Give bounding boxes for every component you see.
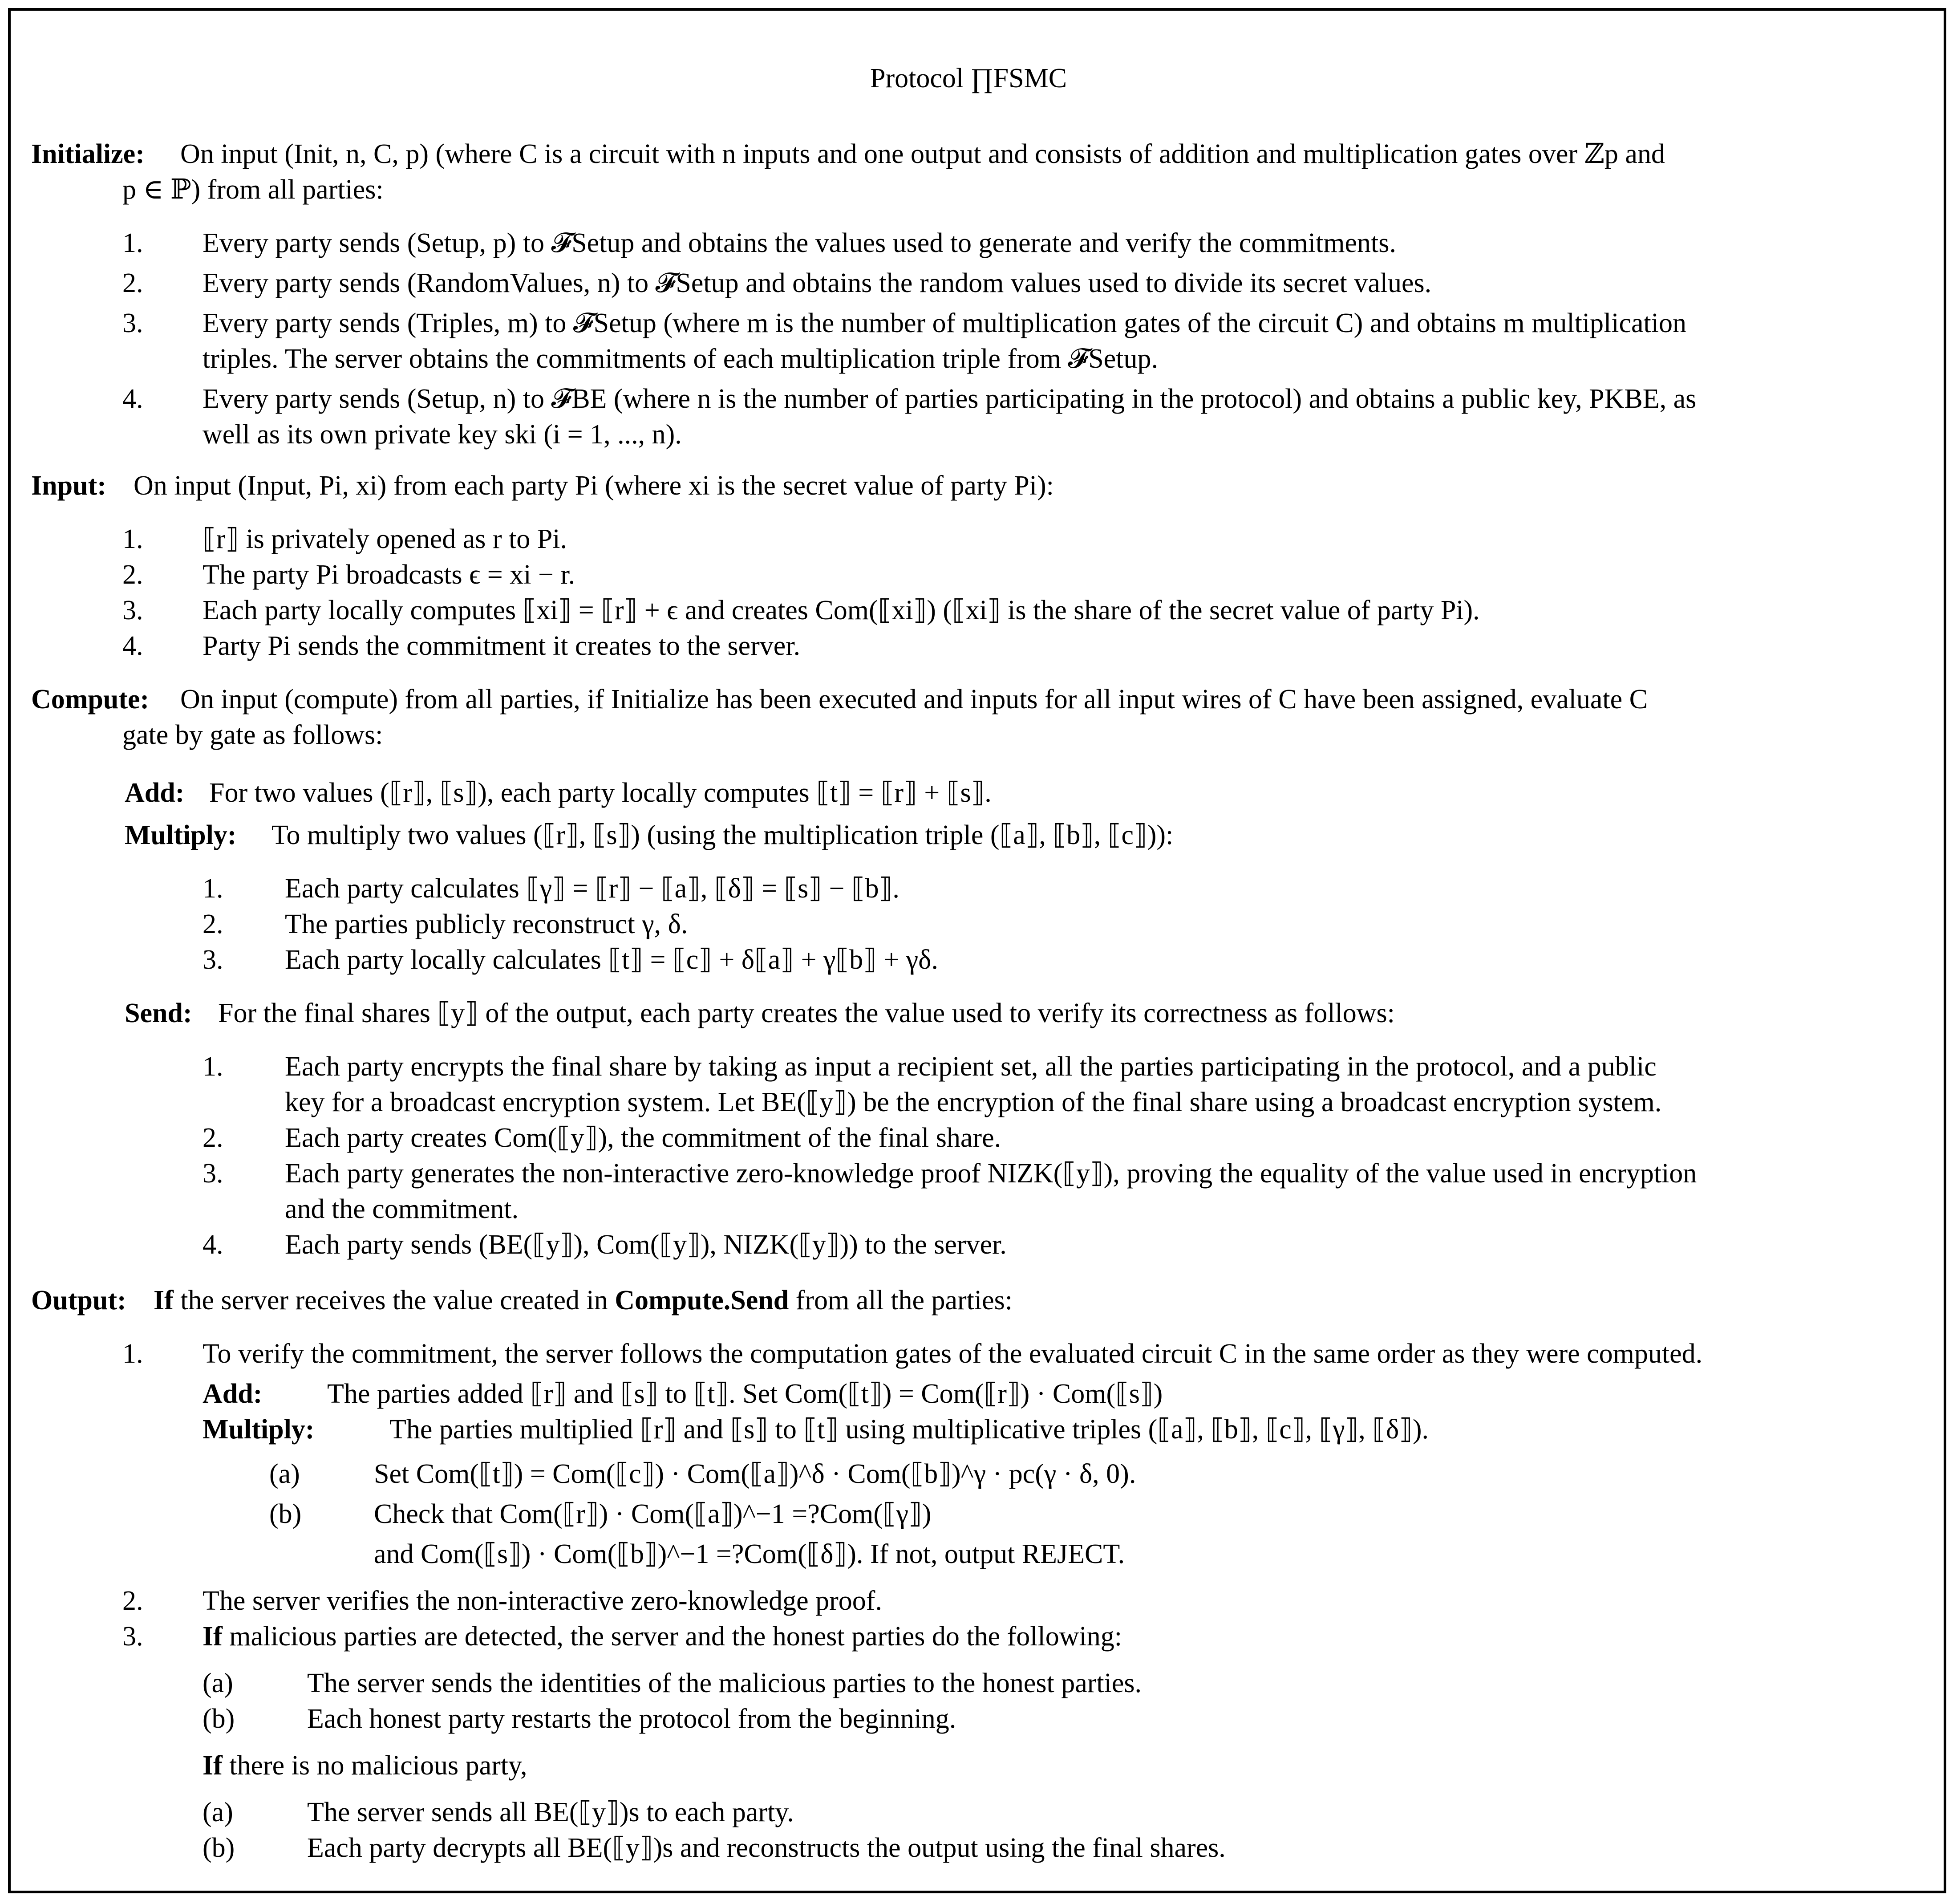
output-if: If [203,1621,223,1652]
input-item-text: Each party locally computes ⟦xi⟧ = ⟦r⟧ + ϵ and creates Com(⟦xi⟧) (⟦xi⟧ is the share of the secret value of party Pi). [203,595,1480,625]
output-sub-num: (b) [203,1833,235,1863]
output-sub-text: The server sends all BE(⟦y⟧)s to each party. [307,1797,794,1827]
send-item-text: Each party generates the non-interactive zero-knowledge proof NIZK(⟦y⟧), proving the equality of the value used in encryption [285,1158,1697,1189]
output-no-malicious [203,1750,527,1782]
output-if: If [203,1750,223,1781]
multiply-item-num: 3. [203,945,223,975]
output-sub-text-cont: and Com(⟦s⟧) · Com(⟦b⟧)^−1 =?Com(⟦δ⟧). If not, output REJECT. [374,1539,1125,1569]
output-sub-text: The server sends the identities of the malicious parties to the honest parties. [307,1668,1142,1698]
output-intro-text-b: from all the parties: [795,1285,1013,1315]
output-item-text: The server verifies the non-interactive zero-knowledge proof. [203,1586,882,1616]
init-item-text: Every party sends (Setup, p) to 𝓕Setup and obtains the values used to generate and verify the commitments. [203,228,1396,258]
output-intro-text: the server receives the value created in [180,1285,608,1315]
protocol-title: Protocol ∏FSMC [870,63,1067,93]
multiply-item-num: 1. [203,873,223,904]
output-sub-num: (a) [203,1668,233,1698]
output-item-num: 1. [122,1339,143,1369]
output-item-text: To verify the commitment, the server follows the computation gates of the evaluated circuit C in the same order as they were computed. [203,1339,1703,1369]
initialize-label: Initialize: [31,139,145,169]
output-no-malicious-text: there is no malicious party, [229,1750,527,1781]
output-sub-text: Each party decrypts all BE(⟦y⟧)s and reconstructs the output using the final shares. [307,1833,1226,1863]
output-item-text [203,1620,1122,1652]
init-item-text: Every party sends (Setup, n) to 𝓕BE (where n is the number of parties participating in the protocol) and obtains a public key, PKBE, as [203,384,1697,414]
send-item-text: Each party encrypts the final share by taking as input a recipient set, all the parties participating in the protocol, and a public [285,1051,1657,1082]
output-sub-num: (a) [269,1459,300,1489]
init-item-text: Every party sends (RandomValues, n) to 𝓕Setup and obtains the random values used to divide its secret values. [203,268,1432,298]
send-item-text: Each party creates Com(⟦y⟧), the commitment of the final share. [285,1123,1001,1153]
compute-intro-cont: gate by gate as follows: [122,720,383,750]
input-item-text: Party Pi sends the commitment it creates to the server. [203,631,801,661]
output-multiply-text: The parties multiplied ⟦r⟧ and ⟦s⟧ to ⟦t⟧ using multiplicative triples (⟦a⟧, ⟦b⟧, ⟦c⟧, ⟦γ⟧, ⟦δ⟧). [389,1414,1429,1445]
input-item-text: The party Pi broadcasts ϵ = xi − r. [203,560,575,590]
output-intro-if: If [154,1285,174,1315]
output-label: Output: [31,1285,126,1315]
init-item-text: Every party sends (Triples, m) to 𝓕Setup (where m is the number of multiplication gates of the circuit C) and obtains m multiplication [203,308,1686,338]
send-item-num: 4. [203,1230,223,1260]
output-sub-text: Check that Com(⟦r⟧) · Com(⟦a⟧)^−1 =?Com(⟦γ⟧) [374,1499,932,1529]
init-item-num: 1. [122,228,143,258]
send-item-text-cont: key for a broadcast encryption system. Let BE(⟦y⟧) be the encryption of the final share using a broadcast encryption system. [285,1087,1662,1117]
input-item-num: 1. [122,524,143,554]
output-item-num: 2. [122,1586,143,1616]
multiply-item-text: Each party calculates ⟦γ⟧ = ⟦r⟧ − ⟦a⟧, ⟦δ⟧ = ⟦s⟧ − ⟦b⟧. [285,873,899,904]
initialize-intro: On input (Init, n, C, p) (where C is a circuit with n inputs and one output and consists of addition and multiplication gates over ℤp and [180,139,1665,169]
output-sub-num: (b) [203,1704,235,1734]
send-item-text: Each party sends (BE(⟦y⟧), Com(⟦y⟧), NIZK(⟦y⟧)) to the server. [285,1230,1007,1260]
input-item-num: 2. [122,560,143,590]
initialize-intro-cont: p ∈ ℙ) from all parties: [122,175,384,205]
multiply-item-num: 2. [203,909,223,939]
init-item-num: 4. [122,384,143,414]
output-multiply-label: Multiply: [203,1414,315,1445]
output-add-text: The parties added ⟦r⟧ and ⟦s⟧ to ⟦t⟧. Set Com(⟦t⟧) = Com(⟦r⟧) · Com(⟦s⟧) [327,1379,1163,1409]
compute-multiply-text: To multiply two values (⟦r⟧, ⟦s⟧) (using the multiplication triple (⟦a⟧, ⟦b⟧, ⟦c⟧)): [271,820,1174,850]
multiply-item-text: The parties publicly reconstruct γ, δ. [285,909,688,939]
output-item-text-body: malicious parties are detected, the server and the honest parties do the following: [229,1621,1122,1652]
output-sub-num: (b) [269,1499,302,1529]
compute-send-text: For the final shares ⟦y⟧ of the output, each party creates the value used to verify its correctness as follows: [218,998,1395,1028]
output-intro [154,1284,1013,1316]
init-item-num: 3. [122,308,143,338]
output-item-num: 3. [122,1621,143,1652]
send-item-num: 1. [203,1051,223,1082]
init-item-num: 2. [122,268,143,298]
compute-label: Compute: [31,684,150,715]
output-sub-text: Each honest party restarts the protocol from the beginning. [307,1704,956,1734]
compute-add-label: Add: [125,778,185,808]
init-item-text-cont: triples. The server obtains the commitments of each multiplication triple from 𝓕Setup. [203,344,1158,374]
compute-intro: On input (compute) from all parties, if Initialize has been executed and inputs for all input wires of C have been assigned, evaluate C [180,684,1648,715]
compute-multiply-label: Multiply: [125,820,237,850]
input-item-num: 3. [122,595,143,625]
send-item-num: 3. [203,1158,223,1189]
output-sub-text: Set Com(⟦t⟧) = Com(⟦c⟧) · Com(⟦a⟧)^δ · Com(⟦b⟧)^γ · pc(γ · δ, 0). [374,1459,1136,1489]
compute-add-text: For two values (⟦r⟧, ⟦s⟧), each party locally computes ⟦t⟧ = ⟦r⟧ + ⟦s⟧. [209,778,992,808]
output-sub-num: (a) [203,1797,233,1827]
input-label: Input: [31,471,106,501]
send-item-text-cont: and the commitment. [285,1194,519,1224]
output-add-label: Add: [203,1379,263,1409]
multiply-item-text: Each party locally calculates ⟦t⟧ = ⟦c⟧ + δ⟦a⟧ + γ⟦b⟧ + γδ. [285,945,938,975]
init-item-text-cont: well as its own private key ski (i = 1, ..., n). [203,419,682,450]
compute-send-label: Send: [125,998,192,1028]
output-intro-compute-send: Compute.Send [615,1285,789,1315]
input-item-text: ⟦r⟧ is privately opened as r to Pi. [203,524,567,554]
input-intro: On input (Input, Pi, xi) from each party Pi (where xi is the secret value of party Pi): [134,471,1054,501]
send-item-num: 2. [203,1123,223,1153]
input-item-num: 4. [122,631,143,661]
